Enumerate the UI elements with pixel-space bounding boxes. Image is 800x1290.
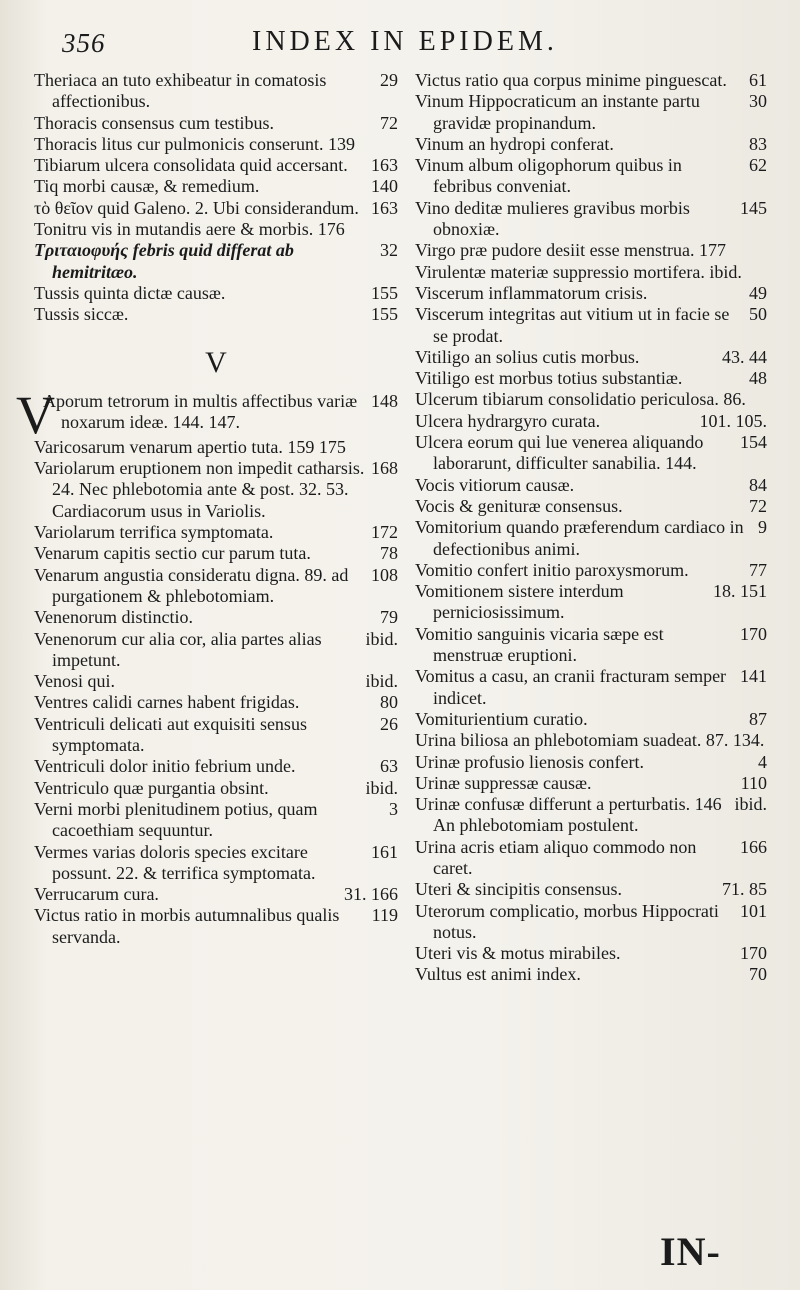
index-entry (34, 219, 398, 240)
page-number: 356 (62, 28, 106, 58)
entry-text: Vomitus a casu, an cranii fracturam semper indicet. (415, 666, 727, 708)
entry-page-ref: 31. 166 (344, 884, 398, 905)
entry-page-ref: 101. 105. (699, 410, 767, 431)
right-column (415, 70, 767, 986)
entry-text: Verrucarum cura. (34, 884, 159, 905)
entry-page-ref: 172 (371, 522, 398, 543)
index-entry (34, 155, 398, 176)
entry-text: Viscerum inflammatorum crisis. (415, 282, 648, 303)
entry-text: Vomitio confert initio paroxysmorum. (415, 559, 689, 580)
entry-text: Vocis vitiorum causæ. (415, 474, 575, 495)
index-entry (34, 799, 398, 842)
index-entry (415, 389, 767, 410)
entry-text: Urina biliosa an phlebotomiam suadeat. 87. 134. (415, 730, 765, 751)
entry-text: Vitiligo est morbus totius substantiæ. (415, 368, 683, 389)
entry-text: Thoracis litus cur pulmonicis conserunt. 139 (34, 133, 355, 154)
entry-page-ref: 3 (389, 798, 398, 819)
index-entry (34, 70, 398, 113)
index-entry (415, 240, 767, 261)
entry-text: Ulcera eorum qui lue venerea aliquando laborarunt, difficulter sanabilia. 144. (415, 432, 704, 474)
index-entry (34, 671, 398, 692)
index-entry (415, 411, 767, 432)
entry-text: Thoracis consensus cum testibus. (34, 112, 274, 133)
entry-text: Virulentæ materiæ suppressio mortifera. ibid. (415, 261, 742, 282)
entry-page-ref: 170 (740, 943, 767, 964)
entry-page-ref: 87 (749, 708, 767, 729)
index-entry (34, 543, 398, 564)
index-entry (415, 560, 767, 581)
section-letter-v: V (205, 345, 227, 379)
entry-text: Vermes varias doloris species excitare possunt. 22. & terrifica symptomata. (34, 841, 316, 883)
index-entry (415, 752, 767, 773)
entry-page-ref: 30 (749, 91, 767, 112)
index-entry (415, 368, 767, 389)
entry-text: Urina acris etiam aliquo commodo non caret. (415, 836, 697, 878)
catchword: IN- (660, 1229, 721, 1274)
entry-page-ref: 26 (380, 713, 398, 734)
index-entry (34, 565, 398, 608)
index-entry (34, 884, 398, 905)
index-entry (34, 692, 398, 713)
entry-page-ref: ibid. (365, 628, 398, 649)
entry-page-ref: 155 (371, 282, 398, 303)
entry-page-ref: 170 (740, 623, 767, 644)
entry-page-ref: 49 (749, 282, 767, 303)
entry-text: Venenorum cur alia cor, alia partes alias impetunt. (34, 628, 322, 670)
entry-text: Theriaca an tuto exhibeatur in comatosis affectionibus. (34, 70, 327, 112)
entry-text: Uteri vis & motus mirabiles. (415, 943, 621, 964)
entry-text: Urinæ suppressæ causæ. (415, 772, 592, 793)
entry-page-ref: ibid. (734, 794, 767, 815)
index-entry (415, 943, 767, 964)
entry-text: Victus ratio in morbis autumnalibus qualis servanda. (34, 905, 340, 947)
entry-page-ref: 119 (371, 905, 398, 926)
index-entry (415, 262, 767, 283)
entry-text: Aporum tetrorum in multis affectibus variæ noxarum ideæ. 144. 147. (43, 390, 358, 433)
entry-text: Vinum Hippocraticum an instante partu gravidæ propinandum. (415, 91, 700, 133)
entry-text: Viscerum integritas aut vitium ut in facie se se prodat. (415, 304, 730, 346)
entry-text: Vultus est animi index. (415, 964, 581, 985)
entry-text: Vocis & genituræ consensus. (415, 495, 623, 516)
entry-page-ref: 18. 151 (713, 581, 767, 602)
entry-page-ref: 141 (740, 666, 767, 687)
index-entry (415, 283, 767, 304)
entry-text: τὸ θεῖον quid Galeno. 2. Ubi considerandum. (34, 197, 359, 218)
index-entry (415, 666, 767, 709)
entry-text: Uterorum complicatio, morbus Hippocrati notus. (415, 900, 719, 942)
index-entry (34, 283, 398, 304)
index-entry (34, 756, 398, 777)
entry-page-ref: 78 (380, 543, 398, 564)
index-entry (34, 842, 398, 885)
left-column (16, 70, 398, 948)
entry-page-ref: 9 (758, 517, 767, 538)
entry-text: Ventriculo quæ purgantia obsint. (34, 777, 269, 798)
entry-text: Venarum angustia consideratu digna. 89. ad purgationem & phlebotomiam. (34, 564, 349, 606)
entry-page-ref: 166 (740, 836, 767, 857)
entry-page-ref: 163 (371, 155, 398, 176)
entry-page-ref: 108 (371, 564, 398, 585)
index-entry (34, 458, 398, 522)
index-entry (415, 347, 767, 368)
entry-page-ref: 79 (380, 607, 398, 628)
index-entry (415, 964, 767, 985)
index-entry (34, 437, 398, 458)
entry-page-ref: 61 (749, 70, 767, 90)
index-entry (34, 113, 398, 134)
index-entry (34, 522, 398, 543)
entry-text: Tonitru vis in mutandis aere & morbis. 176 (34, 219, 345, 240)
index-entry (34, 198, 398, 219)
index-entry (415, 709, 767, 730)
entry-text: Vinum an hydropi conferat. (415, 133, 614, 154)
entry-text: Tussis siccæ. (34, 304, 129, 325)
entry-page-ref: 155 (371, 304, 398, 325)
entry-text: Tiq morbi causæ, & remedium. (34, 176, 260, 197)
entry-page-ref: 63 (380, 756, 398, 777)
entry-page-ref: 71. 85 (722, 879, 767, 900)
index-entry (415, 879, 767, 900)
entry-text: Tussis quinta dictæ causæ. (34, 282, 226, 303)
entry-text: Vomitorium quando præferendum cardiaco in defectionibus animi. (415, 517, 744, 559)
entry-text: Ventres calidi carnes habent frigidas. (34, 692, 300, 713)
index-entry (415, 730, 767, 751)
entry-text: Victus ratio qua corpus minime pinguescat. (415, 70, 727, 90)
entry-text: Venarum capitis sectio cur parum tuta. (34, 543, 311, 564)
entry-text: Tibiarum ulcera consolidata quid accersant. (34, 155, 348, 176)
entry-page-ref: ibid. (365, 671, 398, 692)
index-entry (415, 581, 767, 624)
entry-text: Urinæ profusio lienosis confert. (415, 751, 644, 772)
index-entry (415, 304, 767, 347)
index-entry (415, 155, 767, 198)
entry-page-ref: 80 (380, 692, 398, 713)
entry-page-ref: 70 (749, 964, 767, 985)
index-entry (34, 304, 398, 325)
index-entry (415, 91, 767, 134)
entry-text: Venenorum distinctio. (34, 607, 193, 628)
entry-text: Vitiligo an solius cutis morbus. (415, 346, 640, 367)
entry-page-ref: 101 (740, 900, 767, 921)
entry-page-ref: 140 (371, 176, 398, 197)
index-entry (415, 475, 767, 496)
entry-page-ref: 72 (380, 112, 398, 133)
entry-page-ref: 43. 44 (722, 346, 767, 367)
entry-text: Urinæ confusæ differunt a perturbatis. 146 An phlebotomiam postulent. (415, 794, 722, 836)
index-entry (34, 607, 398, 628)
drop-cap: V (16, 384, 55, 445)
index-entry (415, 773, 767, 794)
entry-text: Venosi qui. (34, 671, 115, 692)
index-entry (415, 794, 767, 837)
index-entry (34, 176, 398, 197)
entry-page-ref: 161 (371, 841, 398, 862)
entry-text: Vomitio sanguinis vicaria sæpe est menstruæ eruptioni. (415, 623, 664, 666)
left-entries-t (34, 70, 398, 326)
index-entry (415, 837, 767, 880)
entry-text: Verni morbi plenitudinem potius, quam cacoethiam sequuntur. (34, 798, 318, 841)
entry-page-ref: 32 (380, 240, 398, 261)
entry-page-ref: 168 (371, 458, 398, 479)
entry-text: Vino deditæ mulieres gravibus morbis obnoxiæ. (415, 197, 690, 240)
index-entry (415, 624, 767, 667)
entry-text: Ulcerum tibiarum consolidatio periculosa. 86. (415, 389, 746, 410)
index-entry (415, 432, 767, 475)
index-entry (34, 778, 398, 799)
entry-page-ref: 148 (371, 390, 398, 411)
index-entry (415, 70, 767, 91)
entry-page-ref: 145 (740, 197, 767, 218)
entry-text: Varicosarum venarum apertio tuta. 159 175 (34, 436, 346, 457)
index-entry (415, 496, 767, 517)
index-entry (34, 714, 398, 757)
entry-page-ref: ibid. (365, 777, 398, 798)
entry-page-ref: 48 (749, 368, 767, 389)
index-entry (34, 905, 398, 948)
index-entry (415, 517, 767, 560)
entry-text: Ventriculi delicati aut exquisiti sensus symptomata. (34, 713, 307, 756)
entry-page-ref: 72 (749, 495, 767, 516)
entry-page-ref: 29 (380, 70, 398, 90)
index-entry (415, 198, 767, 241)
entry-text: Variolarum terrifica symptomata. (34, 522, 274, 543)
entry-page-ref: 77 (749, 559, 767, 580)
entry-page-ref: 83 (749, 133, 767, 154)
entry-text: Vomitionem sistere interdum perniciosissimum. (415, 581, 624, 623)
index-entry (34, 629, 398, 672)
entry-text: Ventriculi dolor initio febrium unde. (34, 756, 296, 777)
entry-page-ref: 163 (371, 197, 398, 218)
entry-text: Vinum album oligophorum quibus in febribus conveniat. (415, 155, 682, 197)
entry-page-ref: 50 (749, 304, 767, 325)
entry-text: Τριταιοφυής febris quid differat ab hemitritæo. (34, 240, 294, 282)
entry-text: Uteri & sincipitis consensus. (415, 879, 622, 900)
entry-page-ref: 110 (740, 772, 767, 793)
index-entry (34, 134, 398, 155)
index-entry (34, 240, 398, 283)
left-entries-v (16, 384, 398, 948)
entry-page-ref: 4 (758, 751, 767, 772)
index-entry (415, 134, 767, 155)
entry-page-ref: 62 (749, 155, 767, 176)
index-entry (16, 384, 398, 445)
entry-page-ref: 154 (740, 432, 767, 453)
entry-text: Virgo præ pudore desiit esse menstrua. 177 (415, 240, 727, 261)
running-head: INDEX IN EPIDEM. (252, 26, 558, 57)
entry-text: Vomiturientium curatio. (415, 708, 588, 729)
entry-text: Variolarum eruptionem non impedit catharsis. 24. Nec phlebotomia ante & post. 32. 53. Cardiacorum usus in Variolis. (34, 458, 365, 521)
index-entry (415, 901, 767, 944)
entry-page-ref: 84 (749, 474, 767, 495)
entry-text: Ulcera hydrargyro curata. (415, 410, 601, 431)
right-entries (415, 70, 767, 986)
